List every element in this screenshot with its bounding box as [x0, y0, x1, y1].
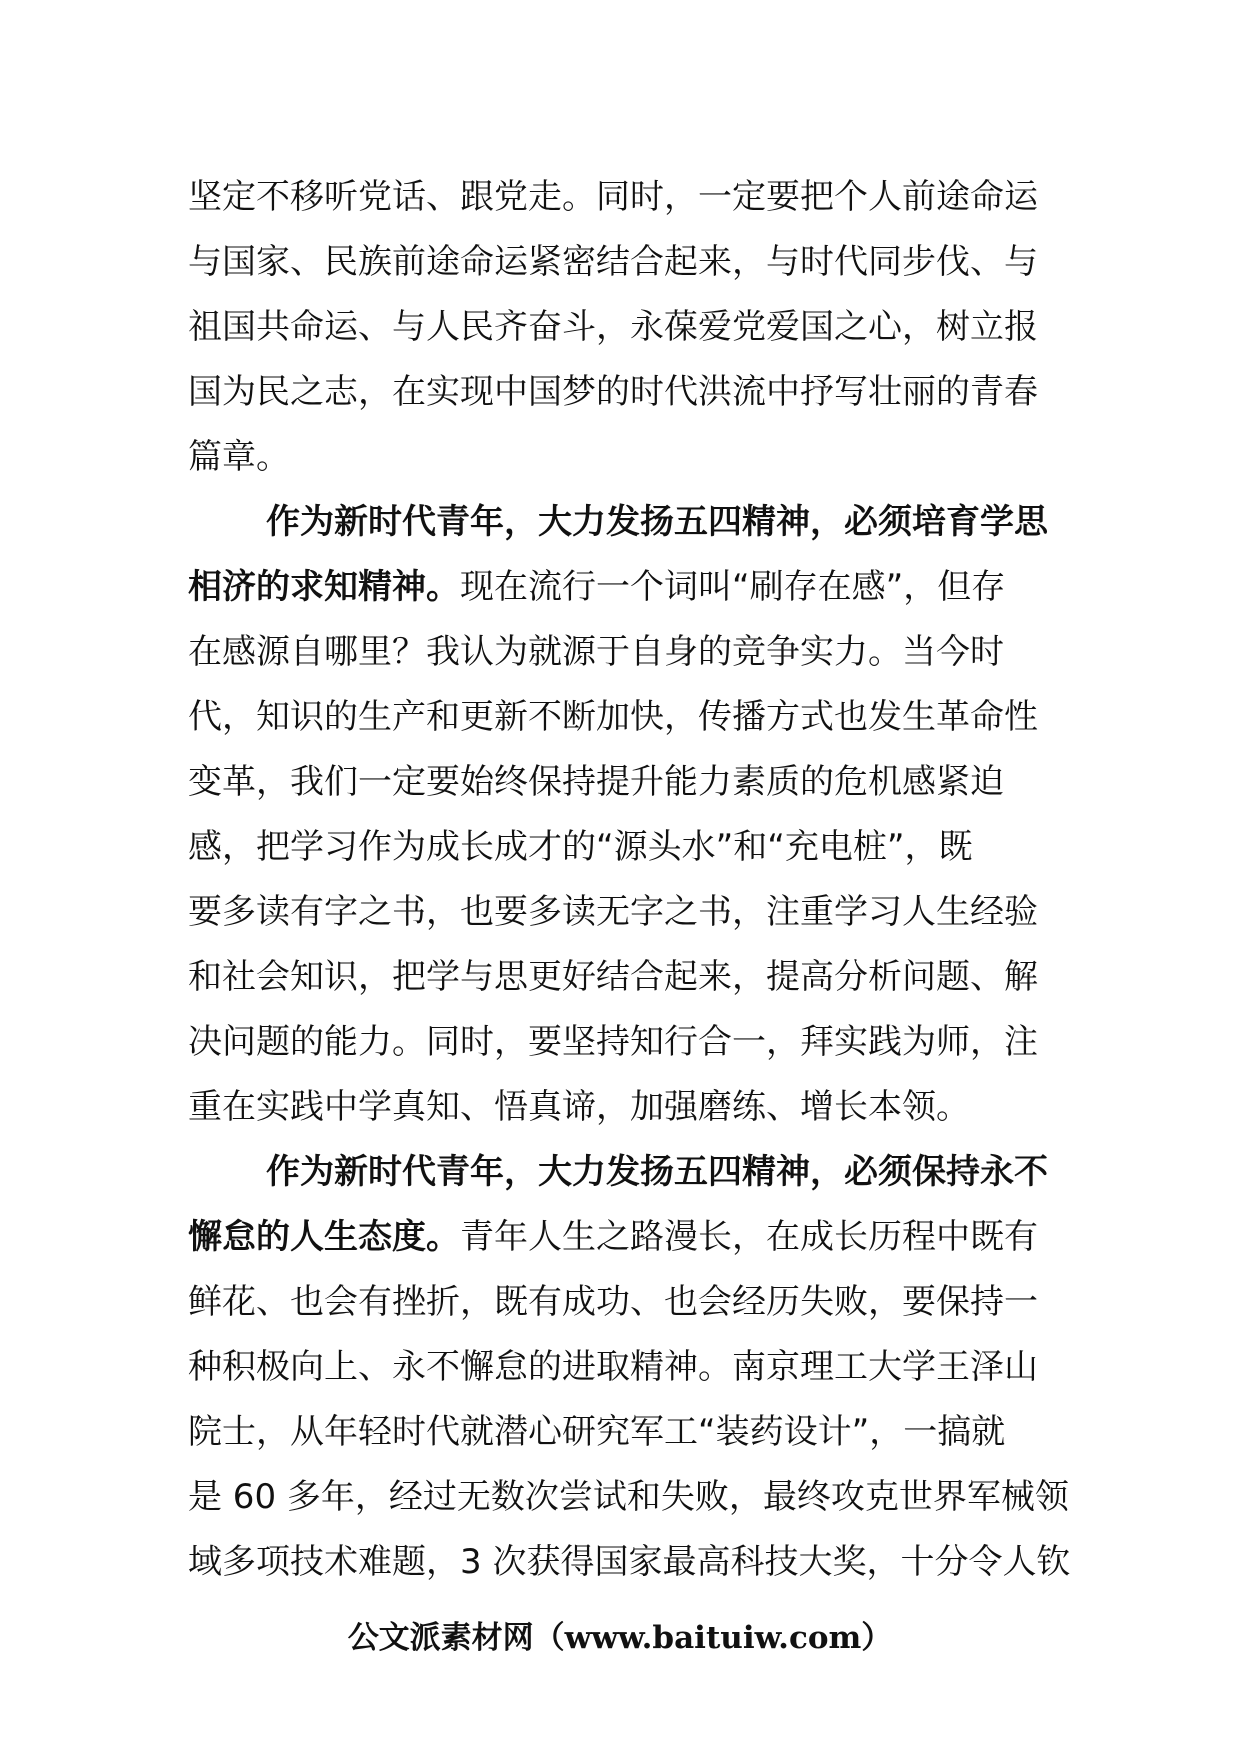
text-line: 要多读有字之书，也要多读无字之书，注重学习人生经验 [188, 892, 1038, 932]
text-run: 现在流行一个词叫“刷存在感”，但存 [460, 567, 1006, 607]
page-footer: 公文派素材网（www.baituiw.com） [347, 1620, 893, 1656]
paragraph-1 [188, 165, 1058, 490]
text-line: 篇章。 [188, 437, 290, 477]
text-line: 和社会知识，把学与思更好结合起来，提高分析问题、解 [188, 957, 1038, 997]
text-line [188, 555, 1058, 620]
paragraph-heading-line: 作为新时代青年，大力发扬五四精神，必须保持永不 [266, 1152, 1048, 1192]
text-line: 院士，从年轻时代就潜心研究军工“装药设计”，一搞就 [188, 1412, 1006, 1452]
text-line: 鲜花、也会有挫折，既有成功、也会经历失败，要保持一 [188, 1282, 1038, 1322]
text-line: 在感源自哪里？我认为就源于自身的竞争实力。当今时 [188, 632, 1004, 672]
text-line: 决问题的能力。同时，要坚持知行合一，拜实践为师，注 [188, 1022, 1038, 1062]
text-line: 变革，我们一定要始终保持提升能力素质的危机感紧迫 [188, 762, 1004, 802]
text-line: 重在实践中学真知、悟真谛，加强磨练、增长本领。 [188, 1087, 970, 1127]
paragraph-heading-line: 作为新时代青年，大力发扬五四精神，必须培育学思 [266, 502, 1048, 542]
text-line: 代，知识的生产和更新不断加快，传播方式也发生革命性 [188, 697, 1038, 737]
text-line: 坚定不移听党话、跟党走。同时，一定要把个人前途命运 [188, 177, 1038, 217]
text-line: 种积极向上、永不懈怠的进取精神。南京理工大学王泽山 [188, 1347, 1038, 1387]
text-line [188, 1205, 1058, 1270]
text-line: 感，把学习作为成长成才的“源头水”和“充电桩”，既 [188, 827, 973, 867]
text-line: 域多项技术难题，3 次获得国家最高科技大奖，十分令人钦 [188, 1542, 1071, 1582]
text-line: 与国家、民族前途命运紧密结合起来，与时代同步伐、与 [188, 242, 1038, 282]
text-line: 国为民之志，在实现中国梦的时代洪流中抒写壮丽的青春 [188, 372, 1038, 412]
paragraph-heading-end: 相济的求知精神。 [188, 567, 460, 607]
paragraph-heading-end: 懈怠的人生态度。 [188, 1217, 460, 1257]
text-run: 青年人生之路漫长，在成长历程中既有 [460, 1217, 1038, 1257]
text-line: 祖国共命运、与人民齐奋斗，永葆爱党爱国之心，树立报 [188, 307, 1038, 347]
text-line: 是 60 多年，经过无数次尝试和失败，最终攻克世界军械领 [188, 1477, 1069, 1517]
paragraph-2 [188, 490, 1058, 1140]
paragraph-3 [188, 1140, 1071, 1595]
document-body [188, 165, 1071, 1595]
